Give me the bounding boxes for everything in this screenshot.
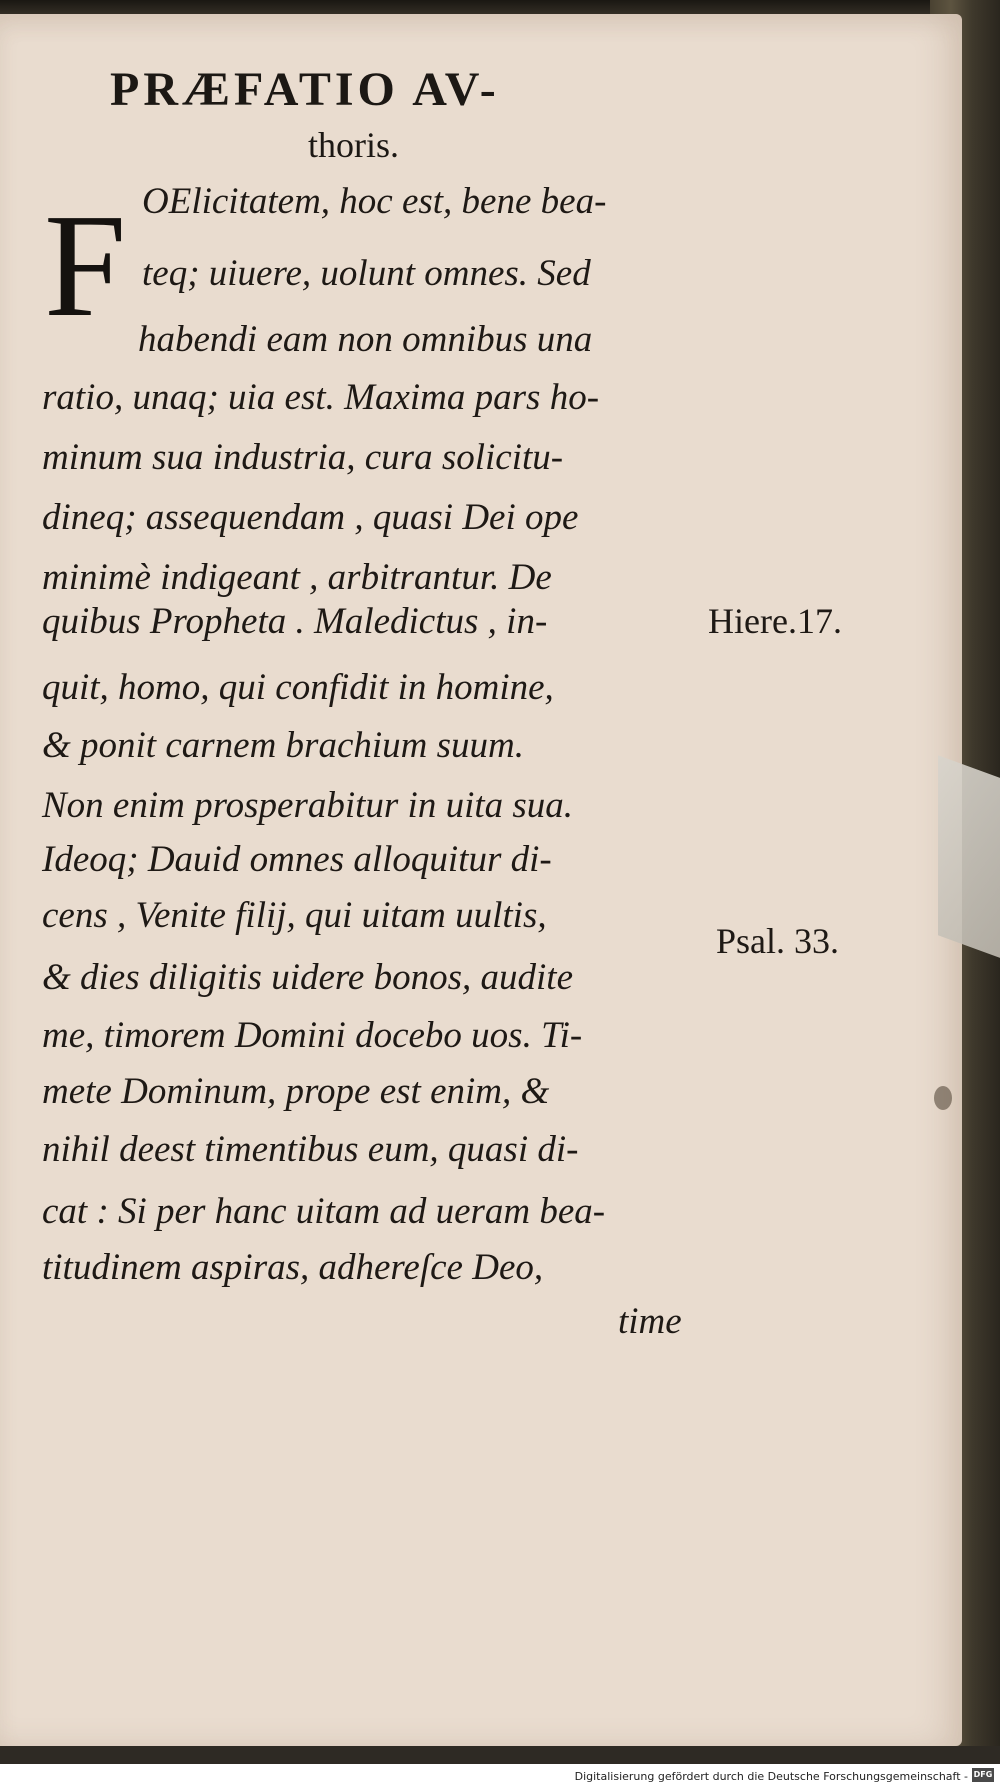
text-line: & dies diligitis uidere bonos, audite: [42, 957, 573, 998]
margin-note-hiere: Hiere.17.: [708, 601, 842, 641]
text-line: & ponit carnem brachium suum.: [42, 725, 524, 766]
catchword: time: [618, 1301, 682, 1342]
text-line: ratio, unaq; uia est. Maxima pars ho-: [42, 377, 600, 418]
text-line: Non enim prosperabitur in uita sua.: [42, 785, 574, 826]
page-tab-marker: [938, 755, 1000, 960]
text-line: me, timorem Domini docebo uos. Ti-: [42, 1015, 583, 1056]
drop-cap-initial: F: [44, 184, 127, 348]
text-line: dineq; assequendam , quasi Dei ope: [42, 497, 579, 538]
text-line: minum sua industria, cura solicitu-: [42, 437, 564, 478]
text-line: quit, homo, qui confidit in homine,: [42, 667, 554, 708]
text-line: quibus Propheta . Maledictus , in-: [42, 601, 548, 642]
text-line: cat : Si per hanc uitam ad ueram bea-: [42, 1191, 606, 1232]
text-line: OElicitatem, hoc est, bene bea-: [142, 181, 607, 222]
margin-note-psal: Psal. 33.: [716, 921, 840, 961]
text-line: Ideoq; Dauid omnes alloquitur di-: [42, 839, 552, 880]
text-line: habendi eam non omnibus una: [138, 319, 593, 360]
ink-blot: [934, 1086, 952, 1110]
text-line: teq; uiuere, uolunt omnes. Sed: [142, 253, 591, 294]
text-line: mete Dominum, prope est enim, &: [42, 1071, 550, 1112]
dfg-logo: DFG: [972, 1768, 994, 1782]
text-line: titudinem aspiras, adhereſce Deo,: [42, 1247, 544, 1288]
text-line: minimè indigeant , arbitrantur. De: [42, 557, 552, 598]
footer-credit: Digitalisierung gefördert durch die Deutsche Forschungsgemeinschaft -: [574, 1770, 968, 1783]
text-line: nihil deest timentibus eum, quasi di-: [42, 1129, 579, 1170]
page-subheading: thoris.: [308, 125, 400, 165]
page-heading: PRÆFATIO AV-: [110, 63, 500, 116]
text-line: cens , Venite filij, qui uitam uultis,: [42, 895, 547, 936]
